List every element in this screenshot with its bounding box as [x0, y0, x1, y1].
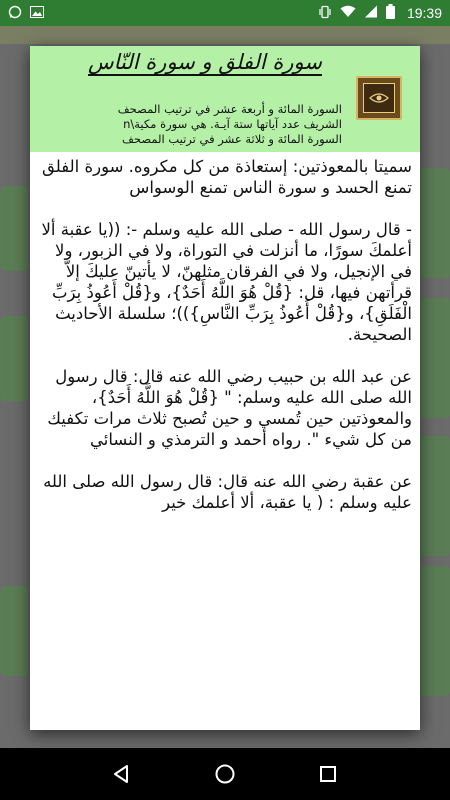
image-icon [30, 6, 44, 21]
dialog-title: سورة الفلق و سورة النّاس [88, 50, 322, 74]
body-paragraph: عن عقبة رضي الله عنه قال: قال رسول الله صلى الله عليه وسلم : ( يا عقبة، ألا أعلمك خير [43, 472, 412, 512]
surah-info-dialog[interactable] [30, 46, 420, 730]
status-bar-right [318, 4, 442, 22]
summary-line: السورة المائة و أربعة عشر في ترتيب المصحف [117, 102, 342, 116]
recents-button[interactable] [313, 759, 343, 789]
background-card [0, 316, 28, 401]
background-card [0, 186, 28, 271]
signal-icon [364, 5, 378, 21]
body-paragraph: - قال رسول الله - صلى الله عليه وسلم -: ((يا عقبة ألا أعلمكَ سورًا، ما أنزلت في التوراة، ولا في الزبور، ولا في الإنجيل، ولا في الفرقان مثلهنّ، لا يأتينّ عليكَ إلاّ قرأتهن فيها، قل: {قُلْ هُوَ اللَّهُ أَحَدٌ}، و{قُلْ أَعُوذُ بِرَبِّ الْفَلَقِ}، و{قُلْ أَعُوذُ بِرَبِّ النَّاسِ}))؛ سلسلة الأحاديث الصحيحة. [41, 220, 412, 344]
background-header-strip [0, 26, 450, 44]
status-bar-left [8, 5, 44, 22]
body-paragraph: عن عبد الله بن حبيب رضي الله عنه قال: قال رسول الله صلى الله عليه وسلم: " {قُلْ هُوَ اللَّهُ أَحَدٌ}، والمعوذتين حين تُمسي و حين تُصبح ثلاث مرات تكفيك من كل شيء ". رواه أحمد و الترمذي و النسائي [47, 367, 412, 449]
summary-line: الشريف عدد آياتها ستة آيـة. هي سورة مكية\n [123, 117, 342, 131]
navigation-bar [0, 748, 450, 800]
recents-icon [319, 765, 337, 783]
summary-line: السورة المائة و ثلاثة عشر في ترتيب المصحف [122, 132, 342, 146]
quran-book-icon [356, 76, 402, 120]
background-card [0, 586, 28, 676]
whatsapp-icon [8, 5, 22, 22]
back-icon [112, 764, 132, 784]
status-time: 19:39 [406, 5, 442, 21]
body-paragraph: سميتا بالمعوذتين: إستعاذة من كل مكروه. سورة الفلق تمنع الحسد و سورة الناس تمنع الوسواس [42, 157, 412, 197]
home-button[interactable] [210, 759, 240, 789]
back-button[interactable] [107, 759, 137, 789]
status-bar [0, 0, 450, 26]
dialog-body-scroll[interactable] [38, 156, 412, 668]
surah-summary [36, 102, 342, 147]
vibrate-icon [318, 5, 332, 22]
home-icon [214, 763, 236, 785]
dialog-header [30, 46, 420, 152]
wifi-icon [340, 5, 356, 21]
battery-icon [386, 4, 395, 22]
quran-book-cover [363, 83, 395, 113]
